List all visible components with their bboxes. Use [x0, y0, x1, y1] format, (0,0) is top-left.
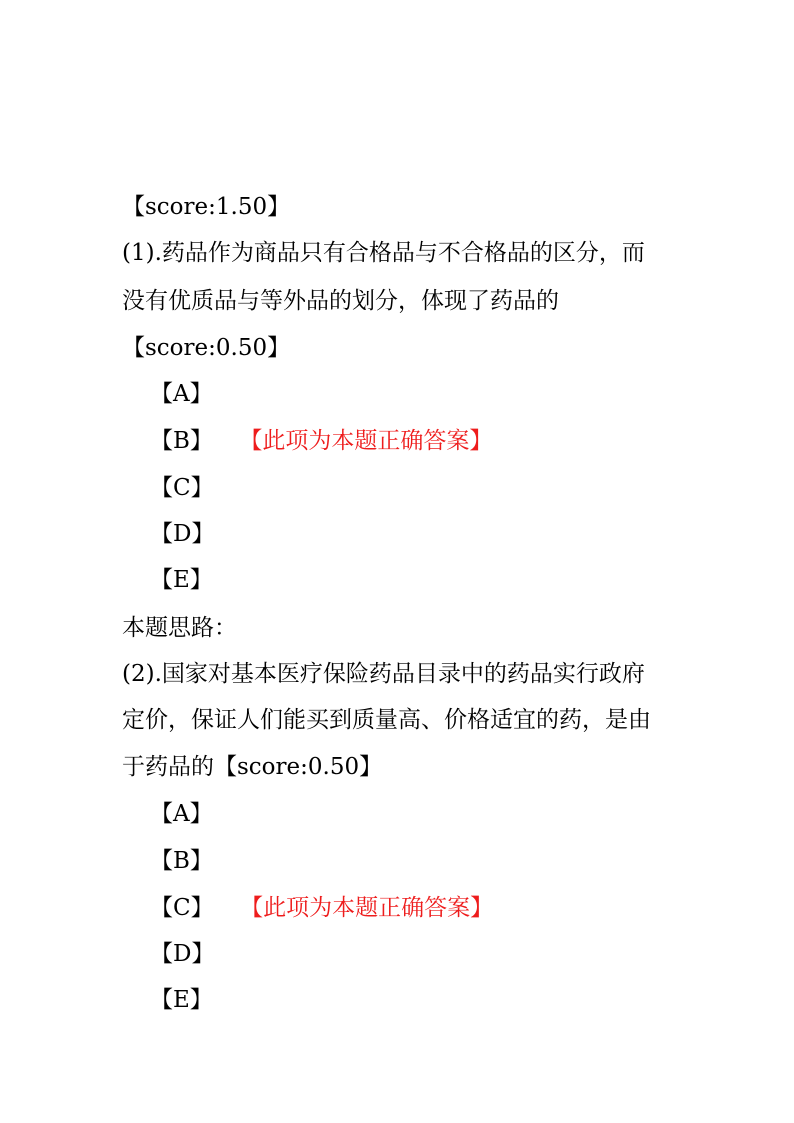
question-1-option-e: [150, 565, 213, 595]
option-label: 【B】: [150, 848, 213, 874]
option-label: 【E】: [150, 987, 213, 1013]
question-1-option-a: [150, 379, 213, 409]
question-2-option-a: [150, 799, 213, 829]
option-label: 【C】: [150, 895, 214, 921]
option-label: 【A】: [150, 801, 213, 827]
question-1-score: 【score:0.50】: [122, 335, 291, 361]
question-2-option-c: [150, 893, 493, 923]
section-score: 【score:1.50】: [122, 194, 291, 220]
question-1-text-line-1: (1).药品作为商品只有合格品与不合格品的区分，而: [122, 240, 645, 266]
question-1-option-d: [150, 519, 214, 549]
question-2-text-line-2: 定价，保证人们能买到质量高、价格适宜的药，是由: [122, 707, 651, 733]
analysis-label: 本题思路：: [122, 615, 237, 641]
question-2-text-line-3: 于药品的【score:0.50】: [122, 754, 383, 780]
question-2-option-b: [150, 846, 213, 876]
question-2-option-d: [150, 939, 214, 969]
option-label: 【A】: [150, 381, 213, 407]
question-1-text-line-2: 没有优质品与等外品的划分，体现了药品的: [122, 288, 559, 314]
option-label: 【D】: [150, 941, 215, 967]
question-2-option-e: [150, 985, 213, 1015]
question-1-option-c: [150, 473, 214, 503]
question-2-text-line-1: (2).国家对基本医疗保险药品目录中的药品实行政府: [122, 661, 645, 687]
question-1-option-b: [150, 426, 492, 456]
option-label: 【E】: [150, 567, 213, 593]
correct-answer-marker: 【此项为本题正确答案】: [251, 895, 494, 921]
option-label: 【B】: [150, 428, 213, 454]
correct-answer-marker: 【此项为本题正确答案】: [250, 428, 493, 454]
option-label: 【C】: [150, 475, 214, 501]
option-label: 【D】: [150, 521, 215, 547]
